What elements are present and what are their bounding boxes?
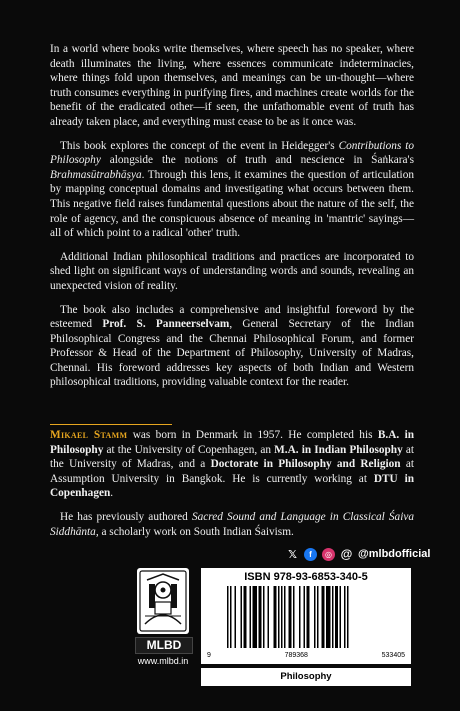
barcode-bar: [332, 586, 334, 648]
author-bio: [50, 428, 414, 548]
text-run: . Through this lens, it examines the question of articulation by mapping conceptual domains and investigating what occurs between them. This negative field raises fundamental questions about the nature of the self, the role of agency, and the conspicuous absence of meaning in 'mantric' sayings—all of which point to a radical 'other' truth.: [50, 168, 414, 240]
barcode-bar: [263, 586, 265, 648]
barcode-bar: [230, 586, 232, 648]
text-run: a scholarly work on South Indian Śaivism.: [98, 525, 294, 538]
x-icon[interactable]: 𝕏: [288, 548, 297, 561]
facebook-icon[interactable]: f: [304, 548, 317, 561]
barcode-bar: [299, 586, 301, 648]
barcode-bar: [250, 586, 252, 648]
degree-doctorate: Doctorate in Philosophy and Religion: [210, 458, 401, 471]
barcode-bar: [289, 586, 292, 648]
barcode-bar: [317, 586, 319, 648]
publisher-name: MLBD: [135, 637, 193, 654]
publisher-logo: [135, 566, 191, 636]
barcode-digit-group: 533405: [381, 652, 405, 659]
social-handle[interactable]: @mlbdofficial: [358, 548, 431, 560]
barcode-bar: [340, 586, 342, 648]
barcode-digit-group: 9: [207, 652, 211, 659]
isbn-number: ISBN 978-93-6853-340-5: [244, 571, 368, 583]
degree-ma: M.A. in Indian Philosophy: [274, 443, 403, 456]
text-run: at Assumption University in Bangkok. He is currently working at: [50, 458, 414, 485]
blurb-paragraph-2: [50, 139, 414, 241]
author-paragraph-2: [50, 510, 414, 539]
text-run: He has previously authored: [60, 510, 192, 523]
author-name: Mikael Stamm: [50, 429, 128, 441]
author-paragraph-1: [50, 428, 414, 501]
publisher-website[interactable]: www.mlbd.in: [137, 656, 189, 666]
barcode-bar: [304, 586, 306, 648]
barcode-bar: [335, 586, 338, 648]
barcode-bar: [244, 586, 247, 648]
instagram-icon[interactable]: ◎: [322, 548, 335, 561]
barcode-bar: [322, 586, 325, 648]
blurb-paragraph-4: [50, 303, 414, 391]
text-run: at the University of Copenhagen, an: [103, 443, 275, 456]
at-icon: @: [340, 547, 353, 561]
degree-ba: B.A. in Philosophy: [50, 429, 415, 456]
barcode-bar: [253, 586, 258, 648]
current-workplace: DTU in Copenhagen: [50, 472, 414, 500]
barcode-bar: [278, 586, 280, 648]
barcode-bar: [326, 586, 331, 648]
barcode-bar: [241, 586, 243, 648]
text-run: was born in Denmark in 1957. He completed his: [127, 429, 378, 441]
text-run: .: [110, 487, 114, 500]
text-run: , General Secretary of the Indian Philosophical Congress and the Chennai Philosophical Forum, and former Professor & Head of the Department of Philosophy, University of Madras, Chennai. His foreword addresses key aspects of both Indian and Western philosophical traditions, providing valuable context for the reader.: [50, 318, 414, 389]
text-run: alongside the notions of truth and nescience in Śaṅkara's: [100, 154, 414, 167]
barcode-bar: [293, 586, 295, 648]
barcode-digits: [207, 652, 405, 659]
barcode-bar: [347, 586, 349, 648]
barcode-bar: [314, 586, 316, 648]
social-links: [286, 545, 430, 563]
barcode-bar: [274, 586, 277, 648]
blurb: [50, 42, 414, 399]
barcode-bar: [307, 586, 310, 648]
isbn-barcode: [201, 568, 411, 664]
blurb-paragraph-3: Additional Indian philosophical traditions and practices are incorporated to shed light on significant ways of understanding words and sounds, revealing an unexpected vision of reality.: [50, 250, 414, 292]
book-title-brahmasutra: Brahmasūtrabhāṣya: [50, 168, 142, 181]
barcode-digit-group: 789368: [284, 652, 308, 659]
barcode-bar: [235, 586, 237, 648]
previous-book-title: Sacred Sound and Language in Classical Śaiva Siddhānta,: [50, 510, 414, 538]
section-divider: [50, 424, 172, 425]
blurb-paragraph-1: In a world where books write themselves, where speech has no speaker, where death illuminates the living, where essences communicate indeterminacies, where things fold upon themselves, and meanings can be un-thought—where truth consumes everything in purifying fires, and machines create worlds for the benefit of the eradicated other—if seen, the unfathomable event of truth has already taken place, and everything must cease to be as it once was.: [50, 43, 414, 128]
foreword-author: Prof. S. Panneerselvam: [102, 318, 230, 331]
text-run: at the University of Madras, and a: [50, 443, 414, 471]
barcode-bars: [223, 586, 389, 652]
book-title-contributions: Contributions to Philosophy: [50, 139, 414, 167]
barcode-bar: [281, 586, 283, 648]
text-run: The book also includes a comprehensive and insightful foreword by the esteemed: [50, 303, 414, 331]
barcode-bar: [344, 586, 346, 648]
category-label: Philosophy: [201, 668, 411, 686]
text-run: This book explores the concept of the event in Heidegger's: [60, 139, 339, 152]
barcode-bar: [284, 586, 286, 648]
barcode-bar: [227, 586, 229, 648]
barcode-bar: [259, 586, 262, 648]
barcode-bar: [268, 586, 270, 648]
